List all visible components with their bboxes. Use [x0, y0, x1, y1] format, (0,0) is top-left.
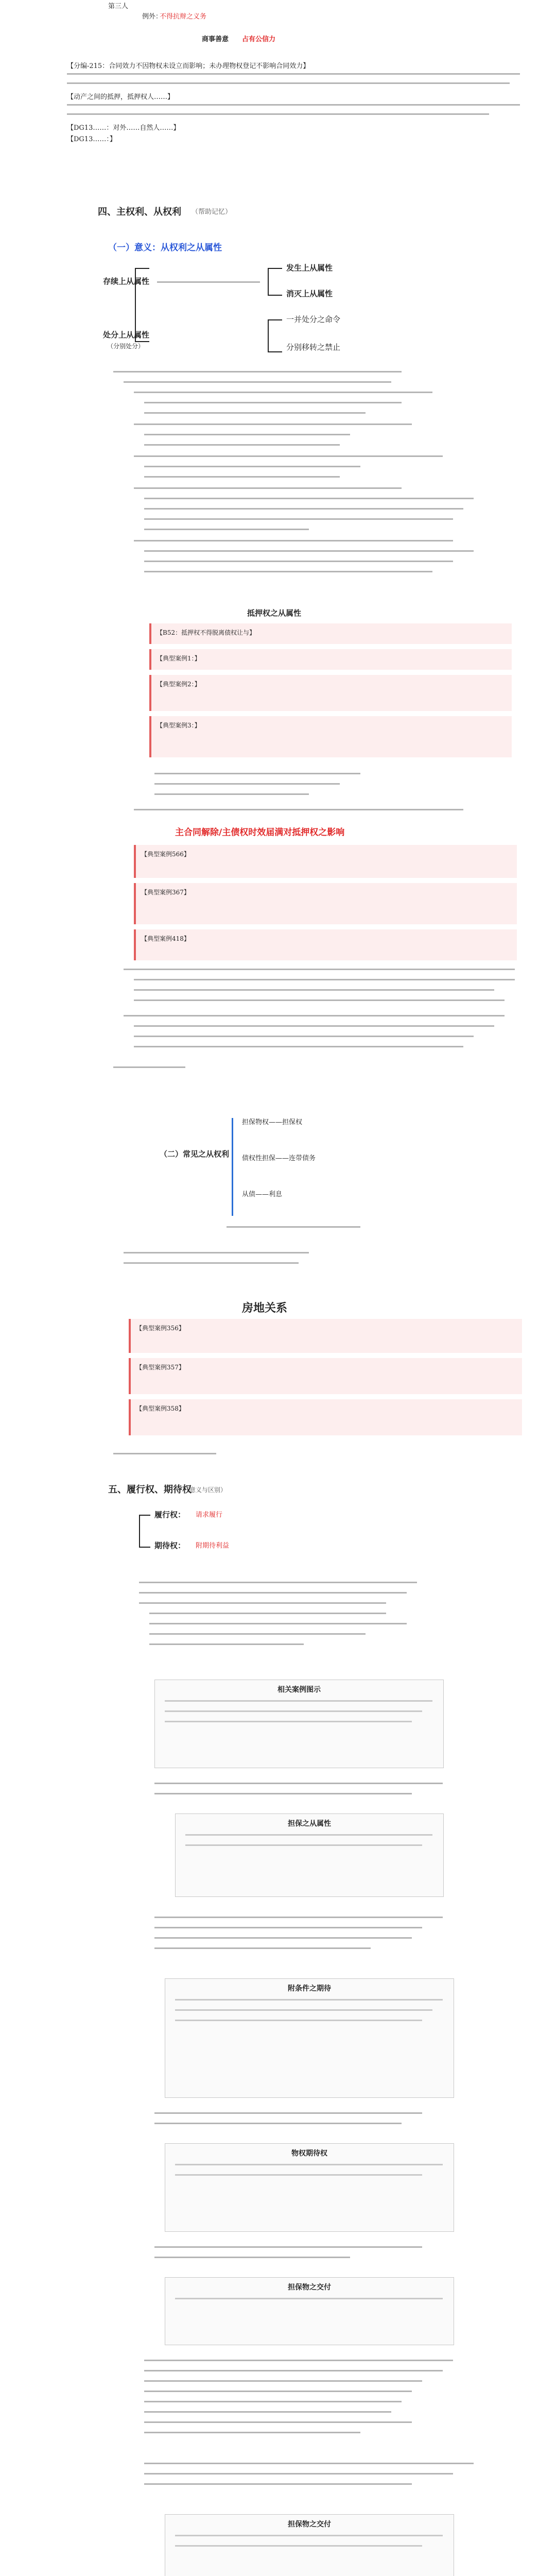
- tree-bracket: [139, 1515, 150, 1548]
- figure-title: 担保物之交付: [288, 2283, 331, 2292]
- figure-title: 附条件之期待: [288, 1985, 331, 1993]
- case-label: 【典型案例3：】: [157, 722, 201, 729]
- text-placeholder: [154, 2112, 422, 2114]
- section-v-sub: （意义与区别）: [183, 1486, 227, 1494]
- figure-line: [175, 2164, 443, 2165]
- text-placeholder: [134, 455, 443, 457]
- text-placeholder: [139, 1602, 386, 1604]
- embedded-figure: [165, 2143, 454, 2232]
- dispose-node: 处分上从属性: [103, 330, 150, 340]
- text-placeholder: [154, 1937, 412, 1939]
- definition-title: （一）意义：从权利之从属性: [108, 243, 222, 253]
- expect-node: 期待权：: [154, 1541, 186, 1550]
- text-placeholder: [144, 2370, 443, 2371]
- figure-line: [175, 2535, 443, 2536]
- text-placeholder: [124, 381, 391, 383]
- figure-title: 物权期待权: [291, 2149, 327, 2158]
- tree2-node-3: 从债——利息: [242, 1191, 283, 1198]
- figure-line: [185, 1834, 432, 1836]
- mortgage-title: 抵押权之从属性: [247, 608, 302, 618]
- tree2-line: [232, 1118, 233, 1216]
- text-placeholder: [144, 571, 432, 572]
- figure-title: 担保之从属性: [288, 1820, 331, 1828]
- case-box: [149, 716, 512, 757]
- figure-line: [175, 2009, 432, 2011]
- figure-line: [165, 1721, 412, 1722]
- tree-bracket: [268, 319, 282, 352]
- tree-bracket: [268, 268, 282, 296]
- text-placeholder: [154, 2257, 350, 2258]
- text-placeholder: [134, 487, 402, 489]
- text-placeholder: [134, 1046, 463, 1047]
- case-label: 【典型案例357】: [136, 1364, 185, 1371]
- text-placeholder: [144, 402, 402, 403]
- embedded-figure: [175, 1814, 444, 1897]
- text-placeholder: [124, 1262, 299, 1264]
- text-placeholder: [134, 392, 432, 393]
- case-box: [129, 1358, 522, 1394]
- text-placeholder: [113, 1066, 185, 1068]
- case-label: 【典型案例2：】: [157, 681, 201, 688]
- article-215: 【分编-215：合同效力不因物权未设立而影响；未办理物权登记不影响合同效力】: [67, 62, 310, 70]
- text-placeholder: [134, 423, 412, 425]
- case-label: 【典型案例356】: [136, 1325, 185, 1332]
- perform-kw: 请求履行: [196, 1511, 223, 1519]
- header-fragment-2: 例外：: [142, 13, 163, 21]
- embedded-figure: [154, 1680, 444, 1768]
- text-placeholder: [144, 2401, 402, 2402]
- text-placeholder: [134, 1036, 474, 1037]
- text-placeholder: [67, 82, 510, 84]
- header-fragment-5: 占有公信力: [242, 36, 276, 43]
- figure-title: 相关案例图示: [277, 1686, 321, 1694]
- figure-line: [165, 1710, 422, 1712]
- text-placeholder: [144, 2360, 453, 2361]
- text-placeholder: [134, 540, 453, 541]
- section-v-title: 五、履行权、期待权: [108, 1484, 192, 1495]
- case-label: 【典型案例566】: [141, 851, 190, 858]
- expect-kw: 附期待利益: [196, 1542, 230, 1550]
- figure-line: [175, 2020, 422, 2021]
- text-placeholder: [144, 2473, 453, 2475]
- text-placeholder: [124, 1015, 505, 1016]
- case-label: 【典型案例358】: [136, 1405, 185, 1412]
- house-title: 房地关系: [242, 1301, 288, 1315]
- case-label: 【典型案例367】: [141, 889, 190, 896]
- figure-line: [175, 1999, 443, 2001]
- text-placeholder: [144, 561, 453, 562]
- text-placeholder: [154, 2246, 422, 2248]
- one-only-node: 一并处分之命令: [286, 315, 341, 324]
- text-placeholder: [144, 518, 453, 520]
- text-placeholder: [144, 2411, 391, 2413]
- case-box: [129, 1319, 522, 1353]
- text-placeholder: [144, 498, 474, 499]
- case-label: 【典型案例1：】: [157, 655, 201, 662]
- tree2-node-1: 担保物权——担保权: [242, 1118, 303, 1126]
- text-placeholder: [227, 1226, 360, 1228]
- text-placeholder: [144, 444, 340, 446]
- red-section-title: 主合同解除/主债权时效届满对抵押权之影响: [175, 827, 345, 838]
- figure-line: [175, 2545, 422, 2547]
- figure-line: [185, 1844, 422, 1846]
- text-placeholder: [154, 1783, 443, 1784]
- case-label: 【典型案例418】: [141, 935, 190, 942]
- text-placeholder: [134, 809, 463, 810]
- text-placeholder: [144, 529, 309, 530]
- text-placeholder: [144, 2391, 412, 2392]
- text-placeholder: [144, 550, 474, 552]
- figure-line: [175, 2298, 443, 2299]
- text-placeholder: [144, 412, 366, 414]
- text-placeholder: [124, 969, 515, 970]
- text-placeholder: [67, 73, 520, 75]
- text-placeholder: [149, 1623, 407, 1624]
- text-placeholder: [154, 773, 360, 774]
- case-box: [134, 929, 517, 960]
- embedded-figure: [165, 1978, 454, 2098]
- case-box: [149, 675, 512, 711]
- section-iv-title: 四、主权利、从权利: [98, 207, 181, 217]
- text-placeholder: [154, 783, 340, 785]
- text-placeholder: [149, 1633, 366, 1635]
- text-placeholder: [134, 999, 505, 1001]
- text-placeholder: [154, 793, 309, 795]
- case-box: [134, 883, 517, 924]
- occur-node: 发生上从属性: [286, 263, 333, 273]
- text-placeholder: [144, 2380, 422, 2382]
- article-jx1: 【动产之间的抵押，抵押权人……】: [67, 93, 175, 101]
- text-placeholder: [154, 1947, 371, 1949]
- exist-node: 存续上从属性: [103, 277, 150, 286]
- text-placeholder: [149, 1643, 304, 1645]
- dispose-note: （分别处分）: [107, 343, 145, 350]
- text-placeholder: [144, 2421, 412, 2423]
- article-180: 【DG13……：对外……自然人……】: [67, 124, 180, 132]
- text-placeholder: [144, 508, 463, 510]
- case-box: [149, 649, 512, 670]
- text-placeholder: [144, 466, 360, 467]
- header-fragment-3: 不得抗辩之义务: [160, 13, 207, 21]
- text-placeholder: [134, 989, 494, 991]
- text-placeholder: [139, 1592, 407, 1594]
- text-placeholder: [154, 2123, 402, 2124]
- case-label: 【B52：抵押权不得脱离债权让与】: [157, 629, 256, 636]
- text-placeholder: [139, 1582, 417, 1583]
- text-placeholder: [157, 281, 260, 283]
- text-placeholder: [144, 476, 340, 478]
- article-jy: 【DG13……：】: [67, 135, 116, 143]
- text-placeholder: [67, 104, 520, 106]
- text-placeholder: [113, 371, 402, 372]
- text-placeholder: [144, 2432, 360, 2433]
- tree2-node-2: 债权性担保——连带债务: [242, 1155, 316, 1162]
- text-placeholder: [67, 113, 489, 115]
- text-placeholder: [134, 979, 515, 980]
- header-fragment-1: 第三人: [108, 3, 129, 10]
- header-fragment-4: 商事善意: [202, 36, 229, 43]
- case-box: [129, 1399, 522, 1435]
- text-placeholder: [124, 1252, 309, 1253]
- extinct-node: 消灭上从属性: [286, 289, 333, 298]
- figure-title: 担保物之交付: [288, 2520, 331, 2529]
- figure-line: [165, 1700, 432, 1702]
- case-box: [149, 623, 512, 644]
- text-placeholder: [113, 1453, 216, 1454]
- text-placeholder: [154, 1927, 422, 1928]
- separate-node: 分别移转之禁止: [286, 343, 341, 352]
- text-placeholder: [134, 1025, 494, 1027]
- text-placeholder: [154, 1793, 412, 1794]
- text-placeholder: [154, 1917, 443, 1918]
- text-placeholder: [144, 2463, 474, 2464]
- embedded-figure: [165, 2277, 454, 2345]
- figure-line: [175, 2174, 422, 2176]
- text-placeholder: [149, 1613, 386, 1614]
- case-box: [134, 845, 517, 878]
- perform-node: 履行权：: [154, 1510, 186, 1519]
- tree2-label: （二）常见之从权利: [160, 1149, 230, 1159]
- text-placeholder: [144, 434, 350, 435]
- section-iv-sub: （帮助记忆）: [192, 208, 232, 216]
- text-placeholder: [144, 2483, 412, 2485]
